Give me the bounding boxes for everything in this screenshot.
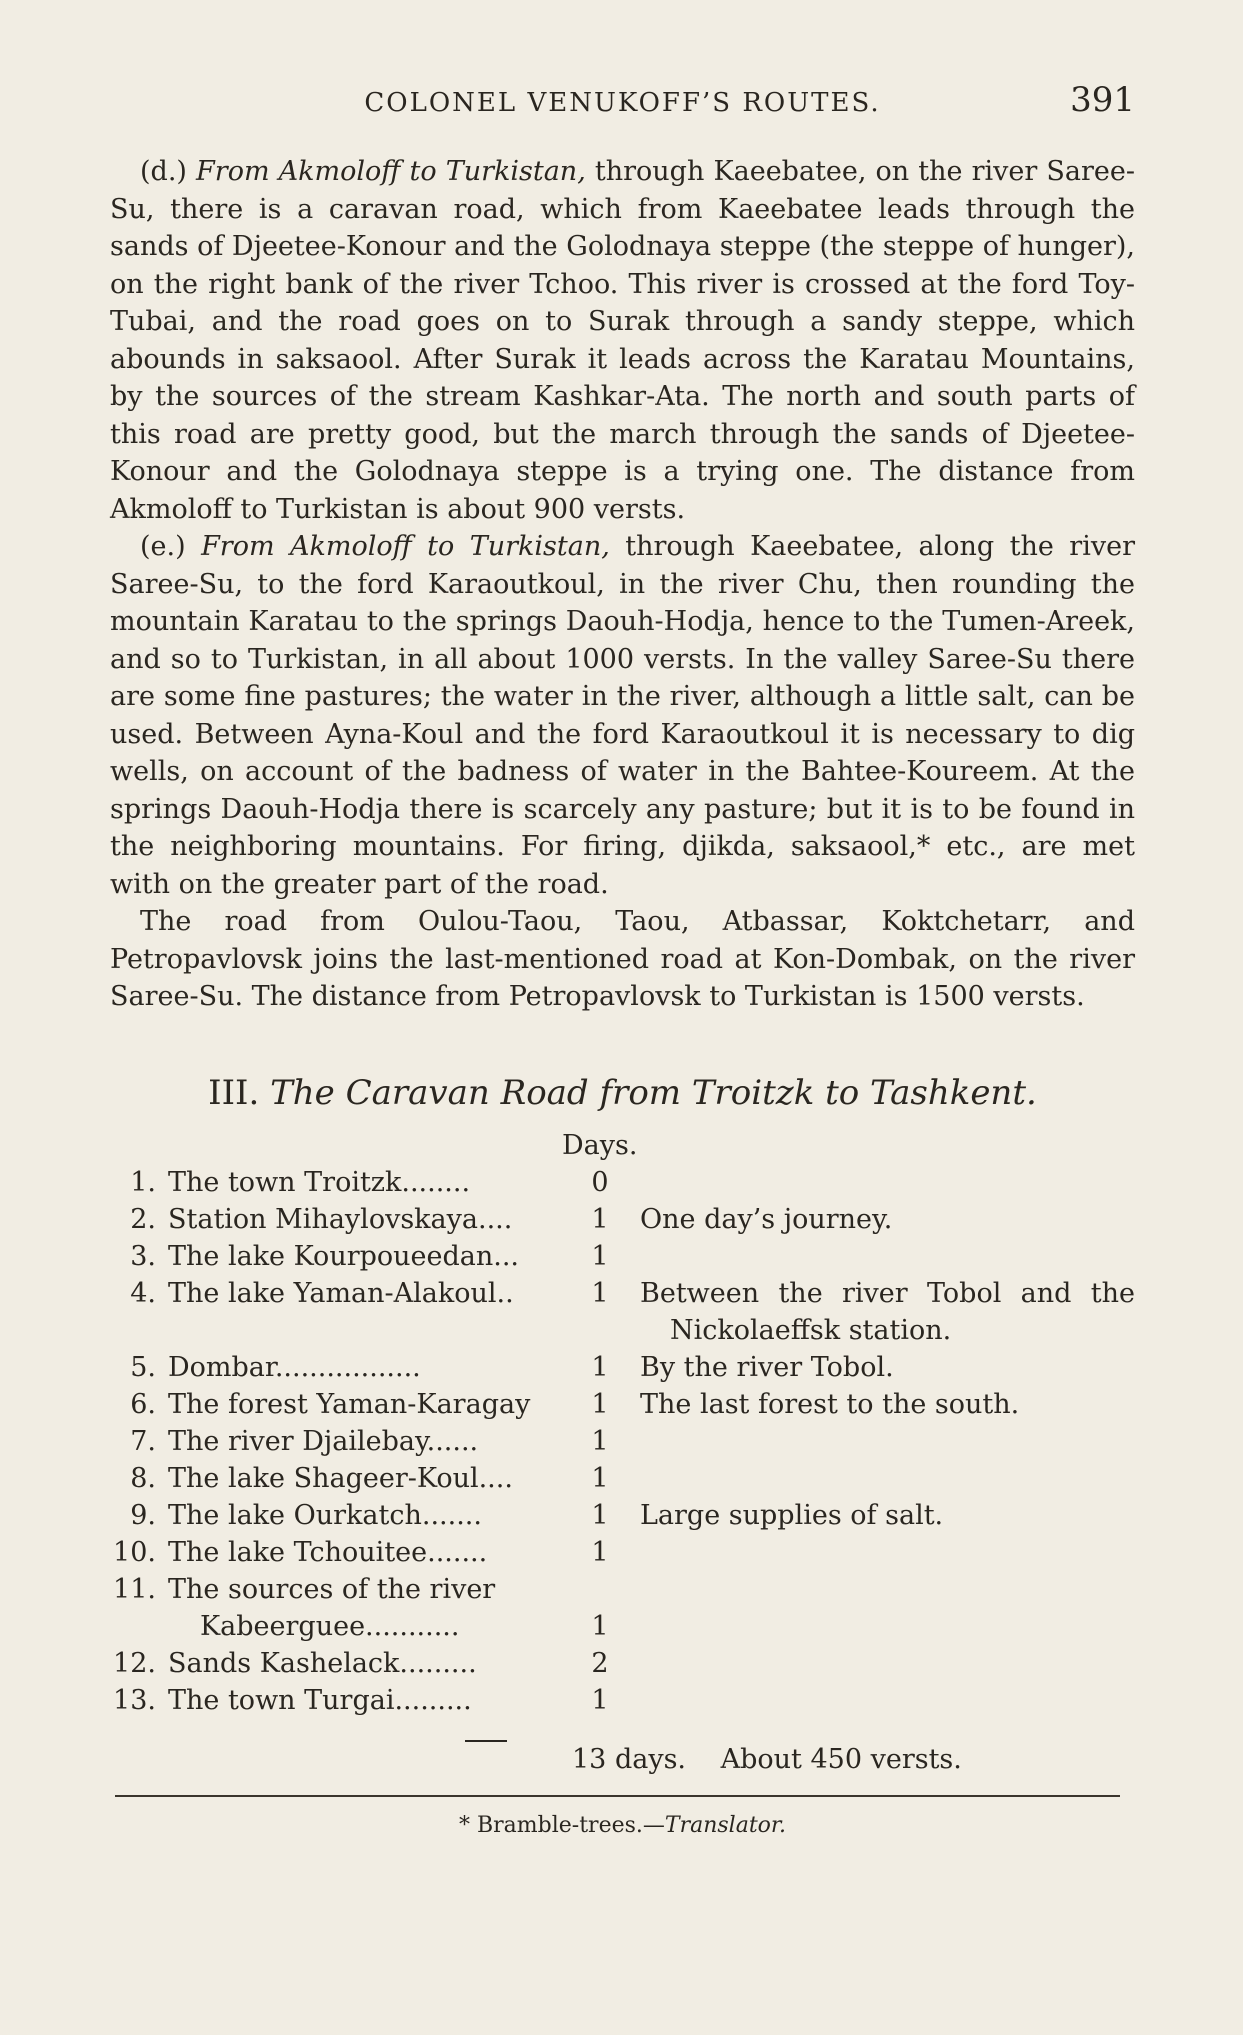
row-note-continuation: Nickolaeffsk station. bbox=[670, 1315, 952, 1346]
page-number: 391 bbox=[1070, 80, 1135, 120]
section-heading: The Caravan Road from Troitzk to Tashkent. bbox=[270, 1073, 1037, 1113]
running-head: COLONEL VENUKOFF’S ROUTES. bbox=[364, 88, 881, 118]
row-number: 12. bbox=[113, 1648, 156, 1679]
paragraph-e-title: From Akmoloff to Turkistan, bbox=[201, 531, 610, 562]
row-note: Large supplies of salt. bbox=[640, 1500, 944, 1531]
row-number: 10. bbox=[113, 1537, 156, 1568]
row-place: The lake Yaman-Alakoul.. bbox=[168, 1278, 514, 1309]
table-row bbox=[110, 1500, 1135, 1537]
row-days: 1 bbox=[591, 1685, 609, 1716]
row-number: 13. bbox=[113, 1685, 156, 1716]
total-versts: About 450 versts. bbox=[720, 1744, 962, 1775]
row-days: 1 bbox=[591, 1426, 609, 1457]
table-row bbox=[110, 1278, 1135, 1315]
footnote-rule bbox=[115, 1795, 1120, 1797]
row-number: 4. bbox=[130, 1278, 156, 1309]
row-number: 5. bbox=[130, 1352, 156, 1383]
row-number: 11. bbox=[113, 1574, 156, 1605]
footnote-text: Bramble-trees.— bbox=[476, 1813, 665, 1838]
row-place: The town Troitzk........ bbox=[168, 1167, 471, 1198]
table-row bbox=[110, 1389, 1135, 1426]
row-number: 6. bbox=[130, 1389, 156, 1420]
paragraph-e-marker: (e.) bbox=[140, 531, 186, 562]
row-note: By the river Tobol. bbox=[640, 1352, 894, 1383]
footnote-marker: * bbox=[458, 1813, 470, 1838]
section-numeral: III. bbox=[208, 1073, 260, 1113]
table-row bbox=[110, 1241, 1135, 1278]
row-place: The sources of the river bbox=[168, 1574, 496, 1605]
row-number: 7. bbox=[130, 1426, 156, 1457]
row-days: 1 bbox=[591, 1500, 609, 1531]
paragraph-e bbox=[110, 528, 1135, 903]
table-row bbox=[110, 1537, 1135, 1574]
row-place: Station Mihaylovskaya.... bbox=[168, 1204, 513, 1235]
row-days: 1 bbox=[591, 1611, 609, 1642]
table-row bbox=[110, 1352, 1135, 1389]
table-row bbox=[110, 1648, 1135, 1685]
row-days: 1 bbox=[591, 1389, 609, 1420]
row-days: 0 bbox=[591, 1167, 609, 1198]
row-place: The lake Tchouitee....... bbox=[168, 1537, 488, 1568]
table-row bbox=[110, 1167, 1135, 1204]
row-place: The lake Shageer-Koul.... bbox=[168, 1463, 513, 1494]
paragraph-f bbox=[110, 903, 1135, 1016]
row-days: 1 bbox=[591, 1278, 609, 1309]
table-row-continuation bbox=[110, 1315, 1135, 1352]
total-days bbox=[572, 1744, 962, 1775]
row-place: Sands Kashelack......... bbox=[168, 1648, 477, 1679]
row-place: The town Turgai......... bbox=[168, 1685, 472, 1716]
footnote-attribution: Translator. bbox=[664, 1813, 787, 1838]
row-place: Dombar................. bbox=[168, 1352, 421, 1383]
row-place-continuation: Kabeerguee........... bbox=[200, 1611, 460, 1642]
row-place: The lake Ourkatch....... bbox=[168, 1500, 482, 1531]
row-number: 2. bbox=[130, 1204, 156, 1235]
row-note: The last forest to the south. bbox=[640, 1389, 1020, 1420]
row-number: 1. bbox=[130, 1167, 156, 1198]
table-row bbox=[110, 1574, 1135, 1611]
page-header bbox=[110, 80, 1135, 130]
paragraph-e-text: through Kaeebatee, along the river Saree-Su, to the ford Karaoutkoul, in the river Chu, then rounding the mountain Karatau to the springs Daouh-Hodja, hence to the Tumen-Areek, and so to Turkistan, in all about 1000 versts. In the valley Saree-Su there are some fine pastures; the water in the river, although a little salt, can be used. Between Ayna-Koul and the ford Karaoutkoul it is necessary to dig wells, on account of the badness of water in the Bahtee-Koureem. At the springs Daouh-Hodja there is scarcely any pasture; but it is to be found in the neighboring mountains. For firing, djikda, saksaool,* etc., are met with on the greater part of the road. bbox=[110, 531, 1135, 900]
paragraph-d-title: From Akmoloff to Turkistan, bbox=[196, 156, 586, 187]
table-row bbox=[110, 1426, 1135, 1463]
paragraph-d-text: through Kaeebatee, on the river Saree-Su, there is a caravan road, which from Kaeebatee leads through the sands of Djeetee-Konour and the Golodnaya steppe (the steppe of hunger), on the right bank of the river Tchoo. This river is crossed at the ford Toy-Tubai, and the road goes on to Surak through a sandy steppe, which abounds in saksaool. After Surak it leads across the Karatau Mountains, by the sources of the stream Kashkar-Ata. The north and south parts of this road are pretty good, but the march through the sands of Djeetee-Konour and the Golodnaya steppe is a trying one. The distance from Akmoloff to Turkistan is about 900 versts. bbox=[110, 156, 1135, 525]
row-number: 9. bbox=[130, 1500, 156, 1531]
row-place: The river Djailebay...... bbox=[168, 1426, 479, 1457]
row-days: 1 bbox=[591, 1463, 609, 1494]
table-row bbox=[110, 1685, 1135, 1722]
row-days: 1 bbox=[591, 1537, 609, 1568]
body-text bbox=[110, 153, 1135, 1016]
row-place: The forest Yaman-Karagay bbox=[168, 1389, 531, 1420]
section-title bbox=[110, 1073, 1135, 1113]
total-days-value: 13 days. bbox=[572, 1744, 687, 1775]
table-row bbox=[110, 1204, 1135, 1241]
paragraph-d-marker: (d.) bbox=[140, 156, 187, 187]
row-place: The lake Kourpoueedan... bbox=[168, 1241, 520, 1272]
sum-rule bbox=[465, 1740, 507, 1742]
row-days: 1 bbox=[591, 1204, 609, 1235]
table-row bbox=[110, 1463, 1135, 1500]
row-days: 1 bbox=[591, 1352, 609, 1383]
paragraph-d bbox=[110, 153, 1135, 528]
row-note: Between the river Tobol and the bbox=[640, 1278, 1135, 1309]
row-days: 1 bbox=[591, 1241, 609, 1272]
row-number: 3. bbox=[130, 1241, 156, 1272]
row-days: 2 bbox=[591, 1648, 609, 1679]
table-row-continuation bbox=[110, 1611, 1135, 1648]
paragraph-f-text: The road from Oulou-Taou, Taou, Atbassar, Koktchetarr, and Petropavlovsk joins the last-mentioned road at Kon-Dombak, on the river Saree-Su. The distance from Petropavlovsk to Turkistan is 1500 versts. bbox=[110, 906, 1135, 1012]
footnote bbox=[110, 1813, 1135, 1838]
days-column-header: Days. bbox=[562, 1130, 638, 1161]
row-note: One day’s journey. bbox=[640, 1204, 893, 1235]
row-number: 8. bbox=[130, 1463, 156, 1494]
